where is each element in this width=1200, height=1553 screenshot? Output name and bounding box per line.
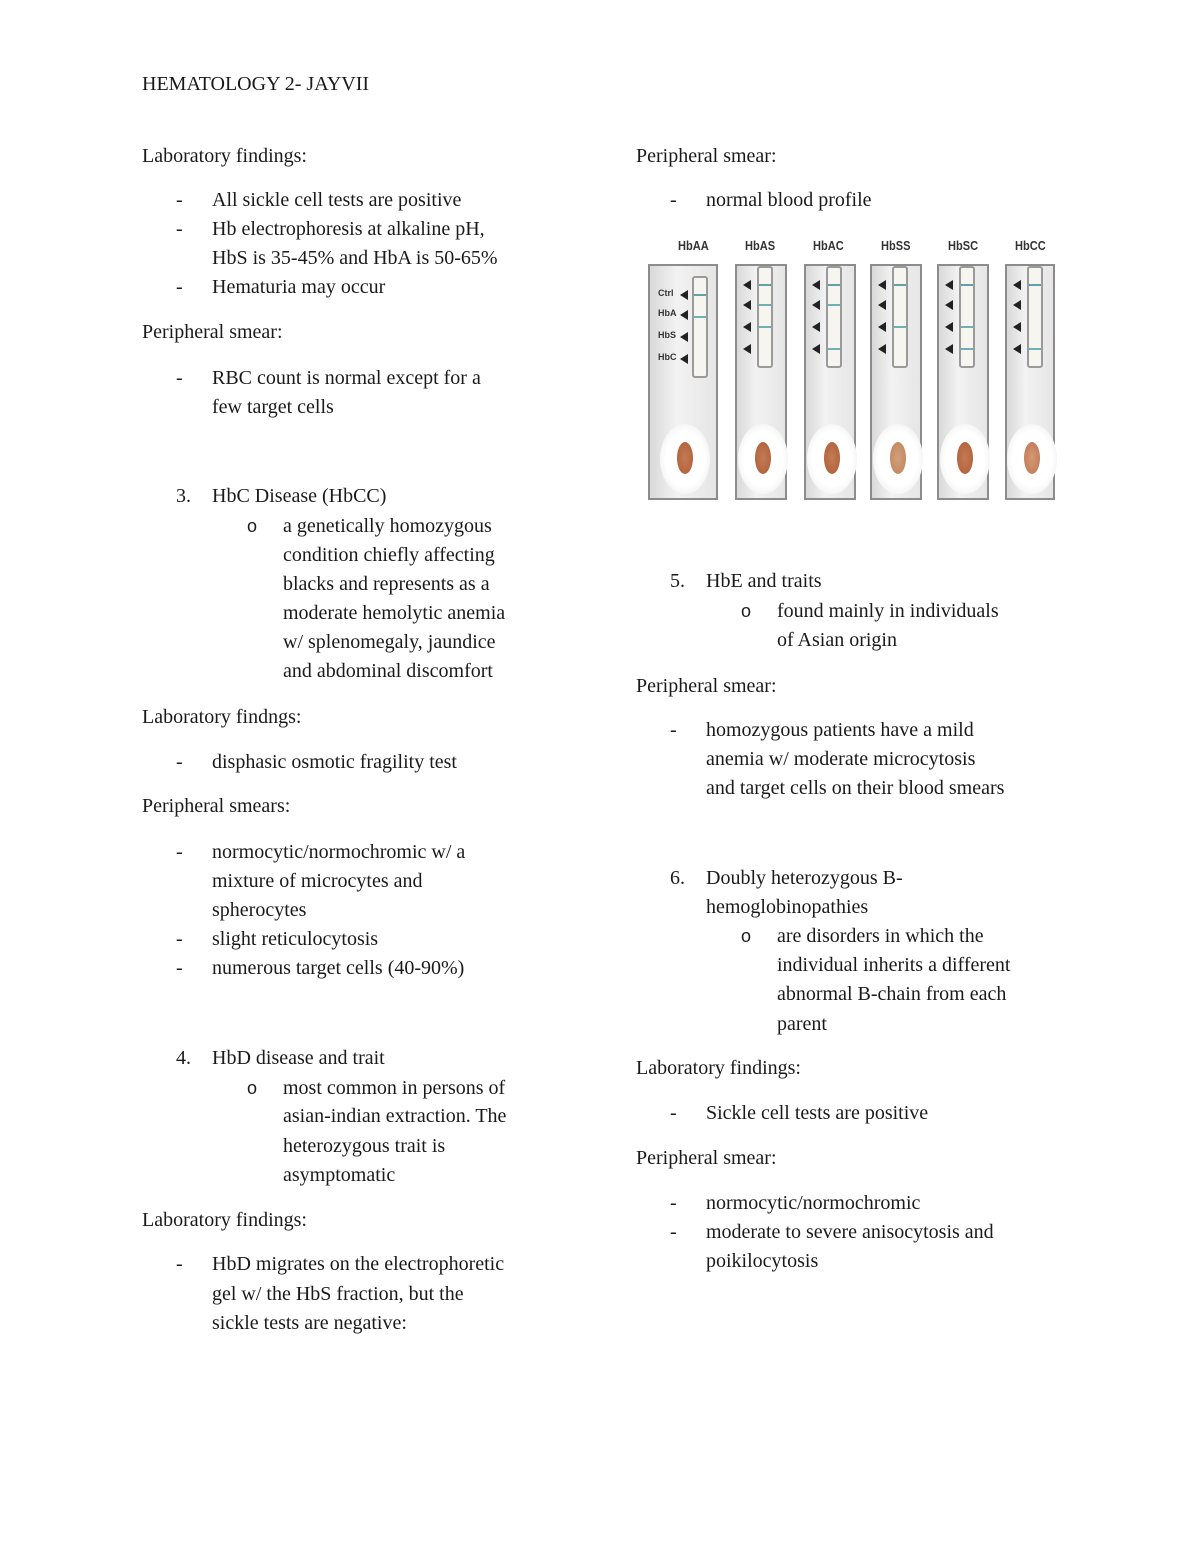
dash-bullet: -	[176, 218, 183, 240]
section-desc: heterozygous trait is	[283, 1135, 446, 1157]
sample-drop	[957, 442, 973, 474]
lab-findings-heading: Laboratory findings:	[142, 1209, 307, 1231]
test-band	[828, 348, 840, 350]
list-item: anemia w/ moderate microcytosis	[706, 748, 976, 770]
result-window	[1027, 266, 1043, 368]
result-window	[959, 266, 975, 368]
control-band	[961, 284, 973, 286]
section-desc: asian-indian extraction. The	[283, 1105, 507, 1127]
dash-bullet: -	[670, 189, 677, 211]
marker-label: HbS	[658, 330, 676, 340]
page-title: HEMATOLOGY 2- JAYVII	[142, 73, 370, 95]
arrow-marker-icon	[878, 322, 886, 332]
section-desc: a genetically homozygous	[283, 515, 492, 537]
list-item: sickle tests are negative:	[212, 1312, 407, 1334]
list-item: few target cells	[212, 396, 334, 418]
arrow-marker-icon	[945, 344, 953, 354]
list-item: mixture of microcytes and	[212, 870, 423, 892]
list-item: poikilocytosis	[706, 1250, 819, 1272]
test-strip	[804, 264, 856, 500]
strip-label: HbSS	[881, 238, 911, 253]
arrow-marker-icon	[878, 280, 886, 290]
circle-bullet-icon: o	[247, 516, 258, 536]
list-item: gel w/ the HbS fraction, but the	[212, 1283, 464, 1305]
arrow-marker-icon	[743, 344, 751, 354]
test-strip	[870, 264, 922, 500]
control-band	[694, 294, 706, 296]
arrow-marker-icon	[680, 332, 688, 342]
arrow-marker-icon	[1013, 300, 1021, 310]
circle-bullet-icon: o	[247, 1078, 258, 1098]
peripheral-smear-heading: Peripheral smear:	[142, 321, 283, 343]
control-band	[828, 284, 840, 286]
test-strip	[937, 264, 989, 500]
dash-bullet: -	[176, 751, 183, 773]
arrow-marker-icon	[680, 290, 688, 300]
list-item: Hb electrophoresis at alkaline pH,	[212, 218, 485, 240]
test-band	[894, 326, 906, 328]
result-window	[892, 266, 908, 368]
section-desc: most common in persons of	[283, 1077, 506, 1099]
sample-well	[738, 424, 788, 494]
sample-drop	[890, 442, 906, 474]
test-band	[828, 304, 840, 306]
sample-well	[873, 424, 923, 494]
circle-bullet-icon: o	[741, 601, 752, 621]
arrow-marker-icon	[743, 300, 751, 310]
section-number: 5.	[670, 570, 685, 592]
arrow-marker-icon	[680, 310, 688, 320]
test-band	[694, 316, 706, 318]
control-band	[759, 284, 771, 286]
lab-findings-heading: Laboratory findings:	[142, 145, 307, 167]
dash-bullet: -	[176, 841, 183, 863]
dash-bullet: -	[176, 367, 183, 389]
peripheral-smear-heading: Peripheral smear:	[636, 1147, 777, 1169]
section-title: HbD disease and trait	[212, 1047, 385, 1069]
test-band	[759, 326, 771, 328]
list-item: Sickle cell tests are positive	[706, 1102, 929, 1124]
list-item: and target cells on their blood smears	[706, 777, 1005, 799]
dash-bullet: -	[670, 719, 677, 741]
strip-label: HbAS	[745, 238, 776, 253]
arrow-marker-icon	[1013, 322, 1021, 332]
arrow-marker-icon	[812, 280, 820, 290]
peripheral-smear-heading: Peripheral smears:	[142, 795, 291, 817]
section-desc: condition chiefly affecting	[283, 544, 495, 566]
sample-drop	[677, 442, 693, 474]
list-item: numerous target cells (40-90%)	[212, 957, 465, 979]
arrow-marker-icon	[945, 280, 953, 290]
section-desc: moderate hemolytic anemia	[283, 602, 506, 624]
control-band	[1029, 284, 1041, 286]
section-title: HbE and traits	[706, 570, 822, 592]
dash-bullet: -	[670, 1221, 677, 1243]
lab-findings-heading: Laboratory findings:	[636, 1057, 801, 1079]
sample-drop	[755, 442, 771, 474]
dash-bullet: -	[176, 957, 183, 979]
list-item: spherocytes	[212, 899, 307, 921]
section-desc: are disorders in which the	[777, 925, 984, 947]
arrow-marker-icon	[680, 354, 688, 364]
marker-label: Ctrl	[658, 288, 674, 298]
arrow-marker-icon	[743, 280, 751, 290]
test-strip	[1005, 264, 1055, 500]
section-desc: individual inherits a different	[777, 954, 1011, 976]
peripheral-smear-heading: Peripheral smear:	[636, 145, 777, 167]
test-strip	[735, 264, 787, 500]
sample-well	[1007, 424, 1057, 494]
dash-bullet: -	[176, 928, 183, 950]
arrow-marker-icon	[1013, 280, 1021, 290]
arrow-marker-icon	[1013, 344, 1021, 354]
arrow-marker-icon	[945, 322, 953, 332]
circle-bullet-icon: o	[741, 926, 752, 946]
peripheral-smear-heading: Peripheral smear:	[636, 675, 777, 697]
strip-label: HbSC	[948, 238, 979, 253]
marker-label: HbA	[658, 308, 677, 318]
sample-well	[940, 424, 990, 494]
test-strip	[648, 264, 718, 500]
list-item: moderate to severe anisocytosis and	[706, 1221, 994, 1243]
hemoglobin-test-strips-figure	[646, 232, 1058, 504]
section-title: hemoglobinopathies	[706, 896, 869, 918]
list-item: HbS is 35-45% and HbA is 50-65%	[212, 247, 498, 269]
list-item: All sickle cell tests are positive	[212, 189, 462, 211]
dash-bullet: -	[670, 1102, 677, 1124]
sample-well	[807, 424, 857, 494]
arrow-marker-icon	[878, 344, 886, 354]
list-item: homozygous patients have a mild	[706, 719, 974, 741]
result-window	[692, 276, 708, 378]
list-item: slight reticulocytosis	[212, 928, 379, 950]
lab-findings-heading: Laboratory findngs:	[142, 706, 302, 728]
section-desc: w/ splenomegaly, jaundice	[283, 631, 496, 653]
arrow-marker-icon	[812, 322, 820, 332]
test-band	[961, 348, 973, 350]
dash-bullet: -	[670, 1192, 677, 1214]
strip-label: HbAA	[678, 238, 709, 253]
test-band	[759, 304, 771, 306]
sample-drop	[824, 442, 840, 474]
marker-label: HbC	[658, 352, 677, 362]
section-number: 3.	[176, 485, 191, 507]
strip-label: HbAC	[813, 238, 844, 253]
section-desc: blacks and represents as a	[283, 573, 490, 595]
section-desc: found mainly in individuals	[777, 600, 999, 622]
section-desc: abnormal B-chain from each	[777, 983, 1007, 1005]
strip-label: HbCC	[1015, 238, 1046, 253]
section-number: 6.	[670, 867, 685, 889]
section-number: 4.	[176, 1047, 191, 1069]
arrow-marker-icon	[878, 300, 886, 310]
result-window	[757, 266, 773, 368]
section-desc: of Asian origin	[777, 629, 897, 651]
list-item: HbD migrates on the electrophoretic	[212, 1253, 505, 1275]
control-band	[894, 284, 906, 286]
section-desc: parent	[777, 1013, 827, 1035]
list-item: RBC count is normal except for a	[212, 367, 481, 389]
section-desc: and abdominal discomfort	[283, 660, 493, 682]
list-item: normocytic/normochromic	[706, 1192, 921, 1214]
arrow-marker-icon	[812, 344, 820, 354]
arrow-marker-icon	[945, 300, 953, 310]
dash-bullet: -	[176, 189, 183, 211]
result-window	[826, 266, 842, 368]
list-item: normal blood profile	[706, 189, 872, 211]
list-item: disphasic osmotic fragility test	[212, 751, 457, 773]
dash-bullet: -	[176, 276, 183, 298]
test-band	[961, 326, 973, 328]
dash-bullet: -	[176, 1253, 183, 1275]
arrow-marker-icon	[812, 300, 820, 310]
test-band	[1029, 348, 1041, 350]
section-desc: asymptomatic	[283, 1164, 396, 1186]
sample-well	[660, 424, 710, 494]
section-title: HbC Disease (HbCC)	[212, 485, 387, 507]
sample-drop	[1024, 442, 1040, 474]
list-item: normocytic/normochromic w/ a	[212, 841, 466, 863]
section-title: Doubly heterozygous B-	[706, 867, 903, 889]
list-item: Hematuria may occur	[212, 276, 386, 298]
arrow-marker-icon	[743, 322, 751, 332]
